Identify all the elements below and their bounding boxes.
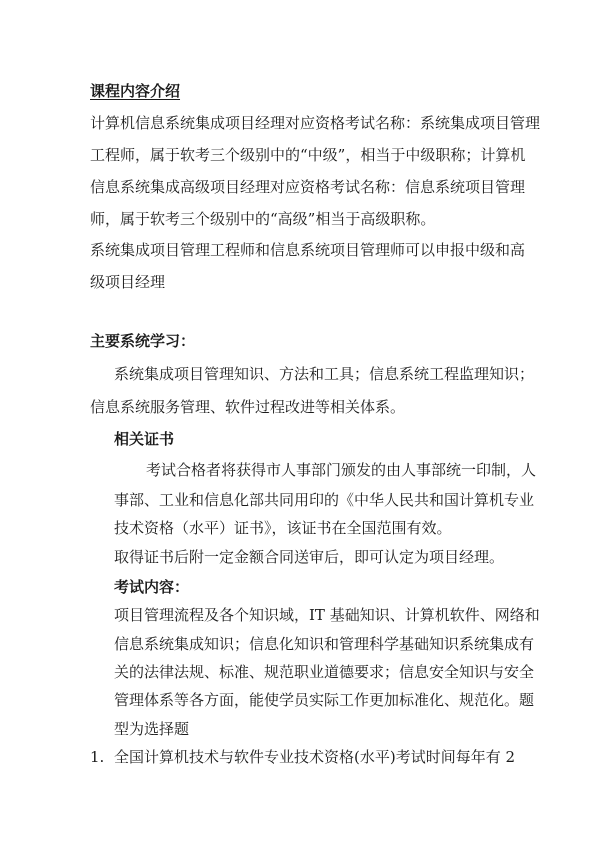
course-intro-title: 课程内容介绍 [90, 82, 181, 100]
exam-content-title: 考试内容： [114, 578, 190, 596]
certificate-line-2: 事部、工业和信息化部共同用印的《中华人民共和国计算机专业 [114, 491, 535, 509]
course-intro-line-4: 师，属于软考三个级别中的“高级”相当于高级职称。 [90, 210, 436, 228]
certificate-line-1: 考试合格者将获得市人事部门颁发的由人事部统一印制，人 [146, 461, 537, 479]
main-study-line-1: 系统集成项目管理知识、方法和工具；信息系统工程监理知识； [114, 365, 535, 383]
main-study-title: 主要系统学习： [90, 332, 196, 350]
list-item-number: 1. [90, 748, 105, 766]
certificate-title: 相关证书 [114, 430, 175, 448]
exam-content-line-2: 信息系统集成知识；信息化知识和管理科学基础知识系统集成有 [114, 635, 535, 653]
list-item-text: 全国计算机技术与软件专业技术资格(水平)考试时间每年有 2 [114, 748, 516, 766]
exam-content-line-3: 关的法律法规、标准、规范职业道德要求；信息安全知识与安全 [114, 663, 535, 681]
certificate-line-3: 技术资格（水平）证书》，该证书在全国范围有效。 [114, 519, 452, 537]
course-intro-line-2: 工程师，属于软考三个级别中的“中级”，相当于中级职称；计算机 [90, 146, 526, 164]
course-intro-line-6: 级项目经理 [90, 273, 166, 291]
course-intro-line-3: 信息系统集成高级项目经理对应资格考试名称：信息系统项目管理 [90, 178, 526, 196]
exam-content-line-5: 型为选择题 [114, 720, 190, 738]
certificate-line-4: 取得证书后附一定金额合同送审后，即可认定为项目经理。 [114, 548, 505, 566]
course-intro-line-1: 计算机信息系统集成项目经理对应资格考试名称：系统集成项目管理 [90, 114, 541, 132]
exam-content-line-4: 管理体系等各方面，能使学员实际工作更加标准化、规范化。题 [114, 691, 535, 709]
exam-content-line-1: 项目管理流程及各个知识域，IT 基础知识、计算机软件、网络和 [114, 606, 540, 624]
main-study-line-2: 信息系统服务管理、软件过程改进等相关体系。 [90, 398, 406, 416]
course-intro-line-5: 系统集成项目管理工程师和信息系统项目管理师可以申报中级和高 [90, 241, 526, 259]
